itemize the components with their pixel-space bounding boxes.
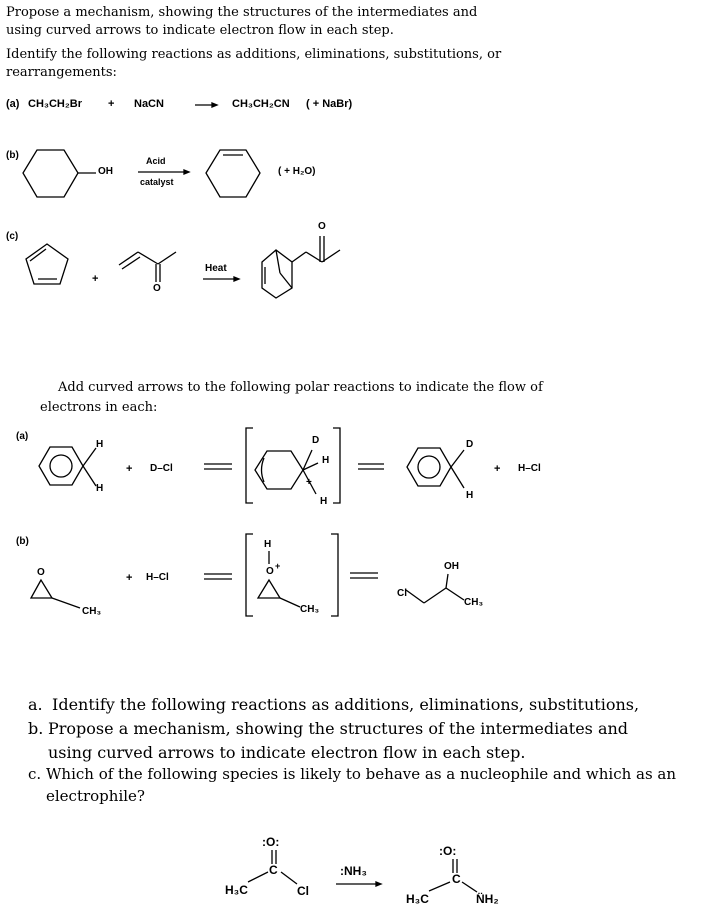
reaction-a-reactant2: NaCN bbox=[134, 98, 164, 110]
final-left-c-cl bbox=[281, 872, 297, 884]
reaction-c-label: (c) bbox=[6, 231, 19, 242]
reaction-b-condition-top: Acid bbox=[146, 156, 166, 166]
polar-a-h-bond-2 bbox=[83, 466, 96, 486]
final-right-nh2: N̈H₂ bbox=[476, 892, 499, 906]
polar-instruction-1: Add curved arrows to the following polar reactions to indicate the flow of bbox=[58, 380, 543, 395]
reaction-a-plus: + bbox=[108, 98, 115, 110]
intro-line-3: Identify the following reactions as additions, eliminations, substitutions, or bbox=[6, 47, 502, 62]
polar-b-methyl-bond bbox=[52, 598, 80, 608]
polar-a-bracket-right bbox=[333, 428, 340, 503]
polar-a-plus-2: + bbox=[494, 463, 501, 475]
polar-b-prod-oh-bond bbox=[446, 574, 448, 588]
mvk-bond-3 bbox=[158, 252, 176, 264]
polar-a-plus: + bbox=[126, 463, 133, 475]
final-reagent: :NH₃ bbox=[340, 864, 367, 878]
polar-a-hcl: H–Cl bbox=[518, 463, 541, 474]
polar-b-prod-bond-1 bbox=[406, 590, 424, 603]
polar-a-bracket-left bbox=[246, 428, 253, 503]
intro-line-4: rearrangements: bbox=[6, 65, 117, 80]
final-right-h3c: H₃C bbox=[406, 892, 429, 906]
polar-a-prod-h: H bbox=[466, 490, 474, 501]
mvk-bond-1 bbox=[119, 252, 138, 265]
polar-a-product-circle bbox=[418, 456, 440, 478]
intro-line-1: Propose a mechanism, showing the structures of the intermediates and bbox=[6, 5, 478, 20]
cyclopentadiene-ring bbox=[26, 244, 68, 284]
intro-line-2: using curved arrows to indicate electron flow in each step. bbox=[6, 23, 394, 38]
polar-a-int-h2-bond bbox=[303, 470, 316, 494]
polar-a-h-bond-1 bbox=[83, 448, 96, 466]
polar-a-prod-d-bond bbox=[451, 450, 464, 467]
final-left-o: :O: bbox=[262, 835, 280, 849]
reaction-c-product-o: O bbox=[318, 221, 326, 232]
final-left-c-ch3 bbox=[248, 872, 268, 882]
mvk-double bbox=[122, 257, 140, 269]
final-arrowhead bbox=[376, 882, 381, 886]
polar-b-plus: + bbox=[126, 572, 133, 584]
polar-b-int-methyl-bond bbox=[280, 598, 300, 607]
polar-b-label: (b) bbox=[16, 536, 29, 547]
reaction-a-label: (a) bbox=[6, 98, 20, 110]
final-right-c-n bbox=[462, 882, 477, 892]
polar-b-int-epoxide bbox=[258, 580, 280, 598]
polar-a-int-h: H bbox=[322, 455, 330, 466]
norbornene-bridge-2 bbox=[280, 273, 292, 288]
polar-a-benzene-circle bbox=[50, 455, 72, 477]
polar-b-int-charge: + bbox=[275, 561, 281, 571]
question-c-letter: c. bbox=[28, 765, 42, 783]
cyclohexene-ring bbox=[206, 150, 260, 197]
polar-b-prod-cl: Cl bbox=[397, 588, 407, 599]
question-c-text-2: electrophile? bbox=[46, 787, 145, 805]
mvk-bond-2 bbox=[138, 252, 158, 264]
question-c-text: Which of the following species is likely to behave as a nucleophile and which as an bbox=[46, 765, 677, 783]
polar-instruction-2: electrons in each: bbox=[40, 400, 158, 415]
polar-a-int-h2: H bbox=[320, 496, 328, 507]
polar-a-arenium-arc bbox=[262, 458, 265, 482]
polar-b-bracket-right bbox=[331, 534, 338, 616]
reaction-a-product: CH₃CH₂CN bbox=[232, 98, 290, 110]
reaction-c-reactant-o: O bbox=[153, 283, 161, 294]
polar-a-arenium bbox=[255, 451, 303, 489]
polar-a-int-d: D bbox=[312, 435, 320, 446]
final-right-c: C bbox=[452, 872, 461, 886]
polar-b-prod-ch3: CH₃ bbox=[464, 597, 484, 608]
question-b-text: Propose a mechanism, showing the structures of the intermediates and bbox=[48, 719, 629, 738]
reaction-c-heat: Heat bbox=[205, 263, 227, 274]
polar-b-prod-bond-3 bbox=[446, 588, 464, 600]
polar-b-bracket-left bbox=[246, 534, 253, 616]
reaction-a-arrowhead bbox=[212, 103, 217, 107]
question-b-letter: b. bbox=[28, 719, 44, 738]
reaction-c-plus: + bbox=[92, 273, 99, 285]
final-left-h3c: H₃C bbox=[225, 883, 248, 897]
polar-a-reagent: D–Cl bbox=[150, 463, 173, 474]
polar-a-h-bottom: H bbox=[96, 483, 104, 494]
question-a-letter: a. bbox=[28, 695, 43, 714]
polar-b-epoxide bbox=[31, 580, 52, 598]
reaction-a-reactant1: CH₃CH₂Br bbox=[28, 98, 82, 110]
final-left-c: C bbox=[269, 863, 278, 877]
reaction-b-byproduct: ( + H₂O) bbox=[278, 166, 316, 177]
reaction-b-condition-bottom: catalyst bbox=[140, 177, 174, 187]
polar-a-product-ring bbox=[407, 448, 451, 486]
reaction-b-oh: OH bbox=[98, 166, 113, 177]
cyclohexanol-ring bbox=[23, 150, 78, 197]
polar-a-prod-d: D bbox=[466, 439, 474, 450]
polar-a-int-charge: + bbox=[306, 477, 312, 488]
polar-b-prod-oh: OH bbox=[444, 561, 459, 572]
product-c-bond-3 bbox=[322, 250, 340, 262]
question-a-text: Identify the following reactions as additions, eliminations, substitutions, bbox=[52, 695, 640, 714]
polar-b-int-h: H bbox=[264, 539, 272, 550]
final-right-c-ch3 bbox=[429, 882, 450, 891]
final-right-o: :O: bbox=[439, 844, 457, 858]
polar-a-prod-h-bond bbox=[451, 467, 464, 488]
polar-a-h-top: H bbox=[96, 439, 104, 450]
norbornene-bridge-1 bbox=[276, 250, 280, 273]
product-c-bond-1 bbox=[292, 252, 306, 262]
reaction-b-label: (b) bbox=[6, 150, 19, 161]
polar-b-ch3: CH₃ bbox=[82, 606, 102, 617]
polar-a-label: (a) bbox=[16, 431, 29, 442]
final-left-cl: Cl bbox=[297, 884, 309, 898]
polar-b-int-o: O bbox=[266, 566, 274, 577]
reaction-a-byproduct: ( + NaBr) bbox=[306, 98, 353, 110]
polar-b-o: O bbox=[37, 567, 45, 578]
reaction-c-arrowhead bbox=[234, 277, 239, 281]
polar-b-int-ch3: CH₃ bbox=[300, 604, 320, 615]
question-b-text-2: using curved arrows to indicate electron flow in each step. bbox=[48, 743, 526, 762]
polar-a-benzene bbox=[39, 447, 83, 485]
reaction-b-arrowhead bbox=[184, 170, 189, 174]
polar-b-reagent: H–Cl bbox=[146, 572, 169, 583]
polar-b-prod-bond-2 bbox=[424, 588, 446, 603]
